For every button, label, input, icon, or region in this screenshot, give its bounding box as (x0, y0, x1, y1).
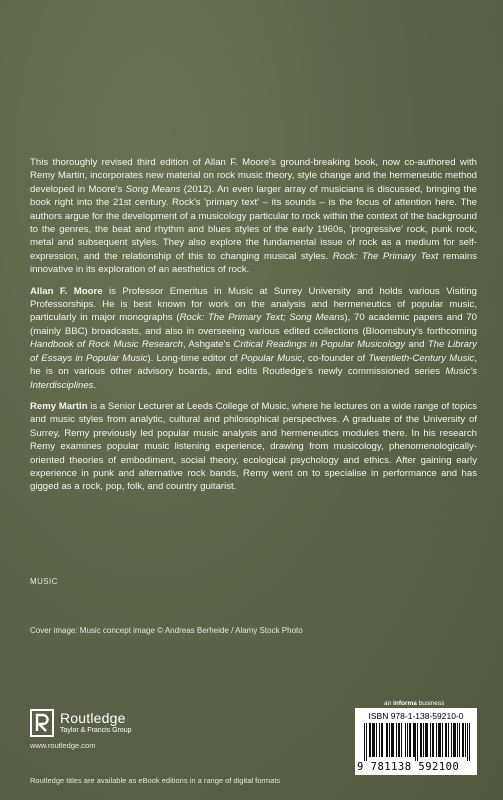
blurb-paragraph-moore-bio (30, 285, 477, 392)
blurb-paragraph-martin-bio (30, 400, 477, 494)
barcode-bar (401, 723, 402, 757)
barcode-bar (374, 723, 375, 757)
barcode-bar (364, 723, 365, 761)
text-run: ). Long-time editor of (147, 352, 241, 364)
barcode-bar (379, 723, 380, 757)
publisher-website: www.routledge.com (30, 741, 96, 750)
barcode-bar (387, 723, 388, 757)
barcode-bar (426, 723, 427, 757)
barcode-bar (392, 723, 393, 757)
bold-run: Remy Martin (30, 400, 88, 412)
italic-run: Rock: The Primary Text (332, 250, 439, 262)
text-run: is Professor Emeritus in Music at Surrey University and holds various Visiting Professorships. He is best known for work on the analysis and hermeneutics of popular music, particularly in major monographs ( (30, 285, 477, 324)
barcode-bar (372, 723, 373, 757)
italic-run: Handbook of Rock Music Research (30, 339, 183, 351)
routledge-r-mark-icon (30, 709, 54, 737)
informa-prefix: an (384, 700, 394, 707)
barcode-bar (445, 723, 446, 757)
italic-run: Critical Readings in Popular Musicology (233, 339, 406, 351)
italic-run: Song Means (125, 183, 181, 195)
barcode-number: 9 781138 592100 (357, 761, 460, 773)
isbn-text: ISBN 978-1-138-59210-0 (368, 711, 464, 721)
cover-image-credit: Cover image: Music concept image © Andreas Berheide / Alamy Stock Photo (30, 626, 303, 635)
barcode-bar (386, 723, 387, 757)
barcode-bar (391, 723, 392, 757)
barcode-bars (364, 723, 470, 761)
barcode-bar (376, 723, 377, 757)
barcode-bar (393, 723, 394, 757)
italic-run: Popular Music (240, 352, 303, 364)
barcode-bar (373, 723, 374, 757)
text-run: ), 70 academic papers and 70 (mainly BBC) broadcasts, and also in overseeing various edited collections (Bloomsbury's forthcoming (30, 312, 478, 337)
barcode-bar (440, 723, 441, 757)
barcode-bar (396, 723, 397, 757)
barcode-bar (407, 723, 408, 757)
barcode-bar (420, 723, 421, 757)
barcode-bar (436, 723, 437, 757)
barcode-bar (421, 723, 422, 757)
barcode-bar (417, 723, 418, 761)
barcode-bar (442, 723, 443, 757)
text-run: , Ashgate's (182, 339, 234, 351)
barcode-bar (410, 723, 411, 757)
barcode-bar (439, 723, 440, 757)
barcode-bar (453, 723, 454, 757)
italic-run: Music's Interdisciplines (30, 366, 477, 391)
barcode-bar (413, 723, 414, 757)
barcode-bar (415, 723, 416, 761)
barcode-bar (369, 723, 370, 757)
informa-brand: informa (393, 700, 417, 707)
barcode-bar (389, 723, 390, 757)
text-run: This thoroughly revised third edition of Allan F. Moore's ground-breaking book, now co-authored with Remy Martin, incorporates new material on rock music theory, style change and the hermeneutic method developed in Moore's (30, 157, 477, 195)
barcode-bar (427, 723, 428, 757)
text-run: and (405, 339, 428, 351)
barcode-bar (414, 723, 415, 757)
barcode-bar (446, 723, 447, 757)
barcode-bar (409, 723, 410, 757)
publisher-group: Taylor & Francis Group (60, 727, 132, 734)
barcode-bar (469, 723, 470, 761)
barcode-bar (455, 723, 456, 757)
text-run: (2012). An even larger array of musicians is discussed, bringing the book right into the 21st century. Rock's 'primary text' – its sounds – is the focus of attention here. The authors argue for the development of a musicology particular to rock within the context of the background to the genres, the beat and rhythm and blues styles of the early 1960s, 'progressive' rock, punk rock, metal and subsequent styles. They also explore the fundamental issue of rock as a medium for self-expression, and the relationship of this to changing musical styles. (30, 183, 477, 262)
barcode-bar (398, 723, 399, 757)
barcode-bar (463, 723, 464, 757)
barcode-bar (399, 723, 400, 757)
italic-run: Rock: The Primary Text; Song Means (179, 312, 345, 324)
barcode-bar (459, 723, 460, 757)
barcode-bar (457, 723, 458, 757)
text-run: , co-founder of (302, 352, 369, 364)
barcode-bar (366, 723, 367, 761)
barcode-bar (425, 723, 426, 757)
informa-suffix: business (416, 700, 445, 707)
barcode-bar (423, 723, 424, 757)
barcode-bar (438, 723, 439, 757)
barcode-bar (448, 723, 449, 757)
text-run: is a Senior Lecturer at Leeds College of Music, where he lectures on a wide range of topics and music styles from analytic, cultural and philosophical perspectives. A graduate of the University of Surrey, Remy previously led popular music analysis and hermeneutics modules there. In his research Remy examines popular music listening experience, drawing from musicology, phenomenologically-oriented theories of embodiment, social theory, ecological psychology and ethics. After gaining early experience in punk and alternative rock bands, Remy went on to specialise in performance and has gigged as a rock, pop, folk, and country guitarist. (30, 400, 478, 493)
text-run: , he is on various other advisory boards, and edits Routledge's newly commissioned series (30, 352, 477, 378)
text-run: remains innovative in its exploration of an aesthetics of rock. (30, 250, 477, 276)
barcode-bar (462, 723, 463, 757)
barcode-bar (370, 723, 371, 757)
ebook-note: Routledge titles are available as eBook editions in a range of digital formats (30, 776, 281, 785)
bold-run: Allan F. Moore (30, 285, 103, 297)
informa-tagline (384, 700, 444, 707)
barcode-box (355, 708, 477, 775)
barcode-bar (432, 723, 433, 757)
barcode-bar (454, 723, 455, 757)
barcode-bar (451, 723, 452, 757)
barcode-bar (465, 723, 466, 757)
barcode-bar (382, 723, 383, 757)
category-label: MUSIC (30, 577, 58, 586)
publisher-name: Routledge (60, 710, 126, 726)
publisher-logo (30, 709, 230, 737)
barcode-bar (430, 723, 431, 757)
text-run: . (93, 379, 97, 391)
barcode-bar (381, 723, 382, 757)
barcode-bar (467, 723, 468, 761)
blurb-paragraph-description (30, 156, 477, 277)
italic-run: Twentieth-Century Music (368, 352, 475, 364)
blurb (30, 156, 477, 502)
italic-run: The Library of Essays in Popular Music (30, 339, 477, 364)
barcode-bar (405, 723, 406, 757)
barcode-bar (433, 723, 434, 757)
